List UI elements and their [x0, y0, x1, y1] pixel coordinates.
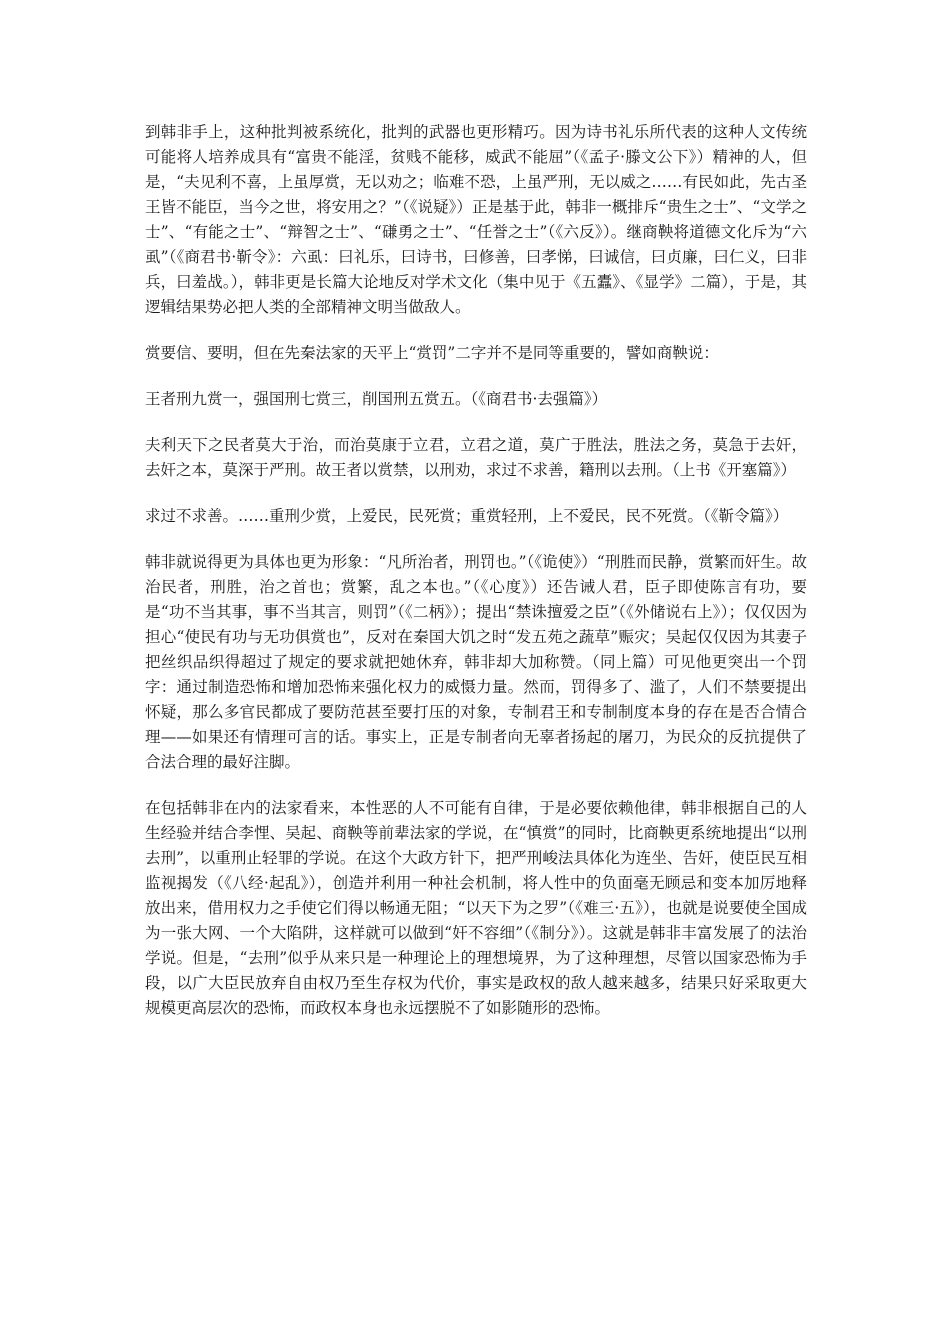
paragraph-5: 求过不求善。……重刑少赏，上爱民，民死赏；重赏轻刑，上不爱民，民不死赏。（《靳令篇》） [145, 507, 789, 525]
paragraph-4: 夫利天下之民者莫大于治，而治莫康于立君，立君之道，莫广于胜法，胜法之务，莫急于去奸，去奸之本，莫深于严刑。故王者以赏禁，以刑劝，求过不求善，籍刑以去刑。（上书《开塞篇》） [145, 436, 807, 479]
paragraph-6: 韩非就说得更为具体也更为形象：“凡所治者，刑罚也。”（《诡使》）“刑胜而民静，赏繁而奸生。故治民者，刑胜，治之首也；赏繁，乱之本也。”（《心度》）还告诫人君，臣子即使陈言有功，要是“功不当其事，事不当其言，则罚”（《二柄》）；提出“禁诛擅爱之臣”（《外储说右上》）；仅仅因为担心“使民有功与无功俱赏也”，反对在秦国大饥之时“发五苑之蔬草”赈灾；吴起仅仅因为其妻子把丝织品织得超过了规定的要求就把她休弃，韩非却大加称赞。（同上篇）可见他更突出一个罚字：通过制造恐怖和增加恐怖来强化权力的威慑力量。然而，罚得多了、滥了，人们不禁要提出怀疑，那么多官民都成了要防范甚至要打压的对象，专制君王和专制制度本身的存在是否合情合理——如果还有情理可言的话。事实上，正是专制者向无辜者扬起的屠刀，为民众的反抗提供了合法合理的最好注脚。 [145, 553, 807, 771]
paragraph-3: 王者刑九赏一，强国刑七赏三，削国刑五赏五。（《商君书·去强篇》） [145, 390, 608, 408]
paragraph-2: 赏要信、要明，但在先秦法家的天平上“赏罚”二字并不是同等重要的，譬如商鞅说： [145, 344, 719, 362]
paragraph-1: 到韩非手上，这种批判被系统化，批判的武器也更形精巧。因为诗书礼乐所代表的这种人文传统可能将人培养成具有“富贵不能淫，贫贱不能移，威武不能屈”（《孟子·滕文公下》）精神的人，但是，“夫见利不喜，上虽厚赏，无以劝之；临难不恐，上虽严刑，无以威之……有民如此，先古圣王皆不能臣，当今之世，将安用之？”（《说疑》）正是基于此，韩非一概排斥“贵生之士”、“文学之士”、“有能之士”、“辩智之士”、“磏勇之士”、“任誉之士”（《六反》）。继商鞅将道德文化斥为“六虱”（《商君书·靳令》：六虱：曰礼乐，曰诗书，曰修善，曰孝悌，曰诚信，曰贞廉，曰仁义，曰非兵，曰羞战。），韩非更是长篇大论地反对学术文化（集中见于《五蠹》、《显学》二篇），于是，其逻辑结果势必把人类的全部精神文明当做敌人。 [145, 123, 807, 316]
document-body [145, 120, 807, 1042]
paragraph-7: 在包括韩非在内的法家看来，本性恶的人不可能有自律，于是必要依赖他律，韩非根据自己的人生经验并结合李悝、吴起、商鞅等前辈法家的学说，在“慎赏”的同时，比商鞅更系统地提出“以刑去刑”，以重刑止轻罪的学说。在这个大政方针下，把严刑峻法具体化为连坐、告奸，使臣民互相监视揭发（《八经·起乱》），创造并利用一种社会机制，将人性中的负面毫无顾忌和变本加厉地释放出来，借用权力之手使它们得以畅通无阻；“以天下为之罗”（《难三·五》），也就是说要使全国成为一张大网、一个大陷阱，这样就可以做到“奸不容细”（《制分》）。这就是韩非丰富发展了的法治学说。但是，“去刑”似乎从来只是一种理论上的理想境界，为了这种理想，尽管以国家恐怖为手段，以广大臣民放弃自由权乃至生存权为代价，事实是政权的敌人越来越多，结果只好采取更大规模更高层次的恐怖，而政权本身也永远摆脱不了如影随形的恐怖。 [145, 799, 807, 1017]
